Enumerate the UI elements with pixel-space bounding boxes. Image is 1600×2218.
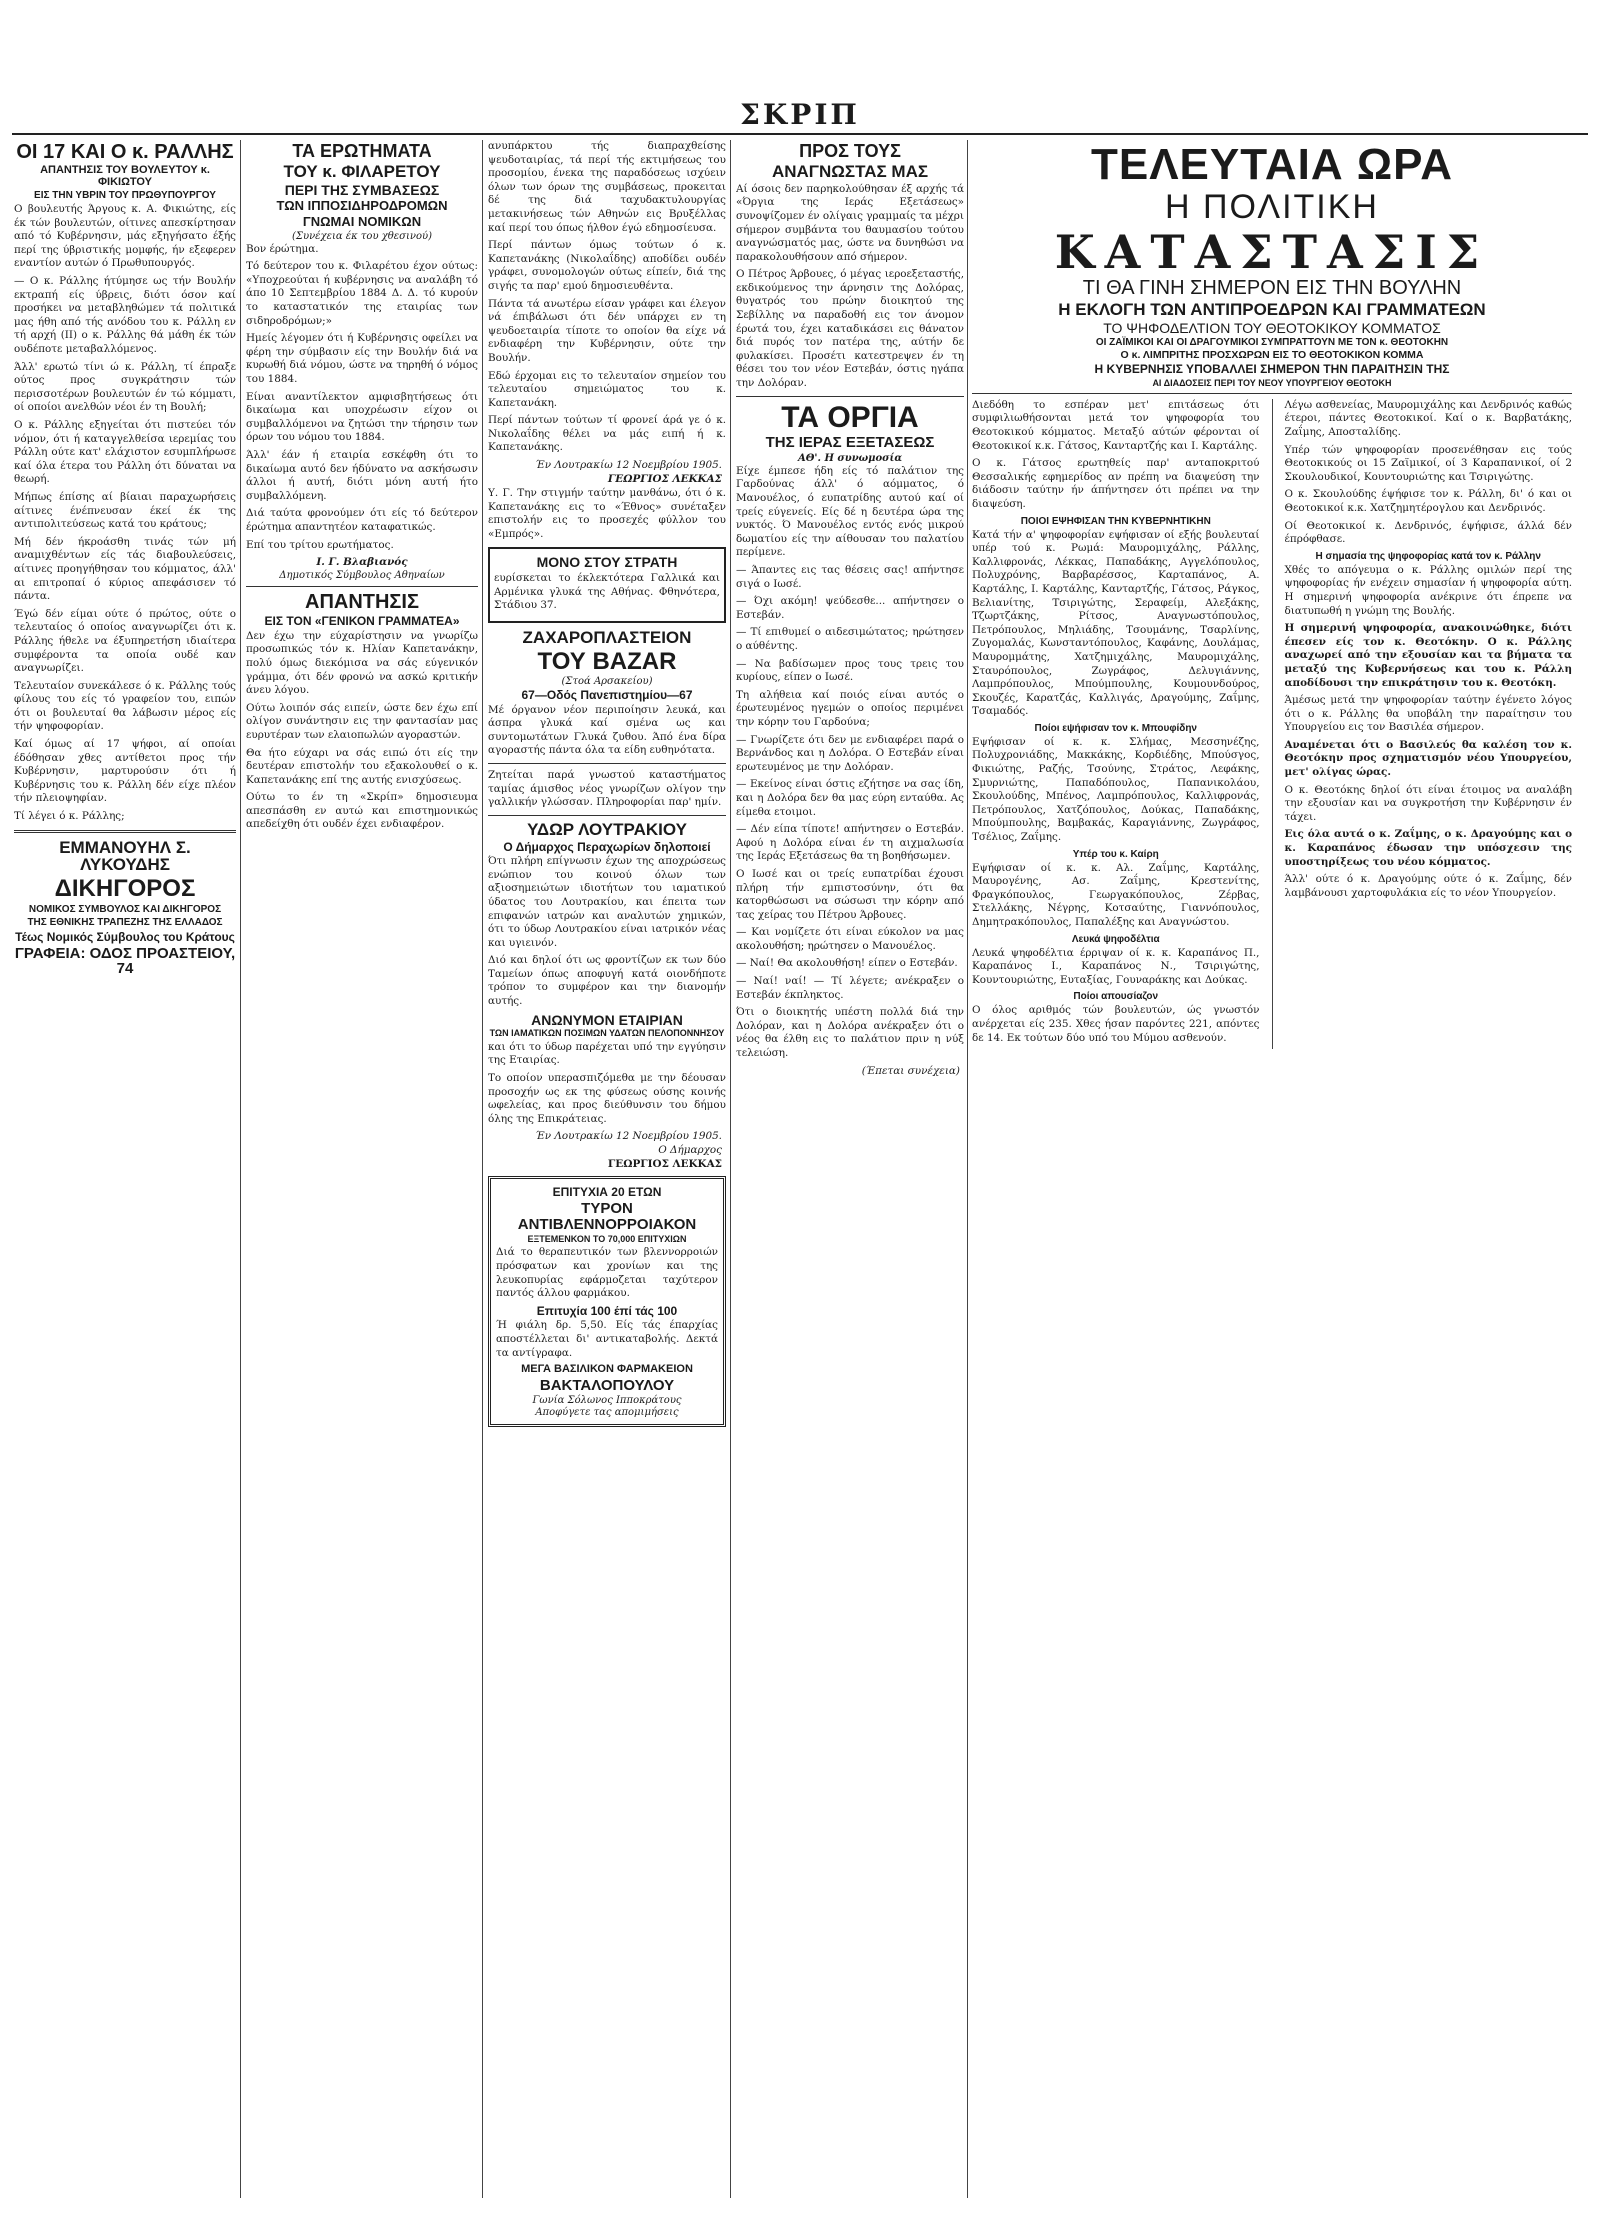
paragraph: Ο βουλευτής Άργους κ. Α. Φικιώτης, είς έκ τών βουλευτών, οίτινες απεσκίρτησαν από τό Κυβέρνησιν, μάς εξηγήσατο έξής περί της ύβριστικής μομφής, ήν εξεφερεν εναντίον αυτών ό Πρωθυπουργός. [14, 203, 236, 270]
section-heading: Η σημασία της ψηφοφορίας κατά τον κ. Ράλλην [1315, 550, 1541, 562]
paragraph: Ο Ιωσέ και οι τρείς ευπατρίδαι έχουσι πλήρη τήν εμπιστοσύνην, ότι θα κατορθώσωσι να σώσωσι την κόρην από τας χείρας του Πέτρου Άρβουες. [736, 867, 964, 921]
paragraph: Τί λέγει ό κ. Ράλλης; [14, 810, 125, 823]
paragraph: — Τί επιθυμεί ο αιδεσιμώτατος; ηρώτησεν ο αύθέντης. [736, 626, 964, 653]
paragraph: Διεδόθη το εσπέραν μετ' επιτάσεως ότι συμφιλιωθήσονται μετά τον ψηφοφορία του Θεοτοκικού κόμματος. Μεταξύ αύτών φέρονται οί Θεοτοκικοί κ.κ. Γάτσος, Κανταρτζής και Ι. Καρτάλης. [972, 398, 1260, 452]
headline-deck: ΤΙ ΘΑ ΓΙΝΗ ΣΗΜΕΡΟΝ ΕΙΣ ΤΗΝ ΒΟΥΛΗΝ [1082, 277, 1462, 300]
ad-line: ΤΗΣ ΕΘΝΙΚΗΣ ΤΡΑΠΕΖΗΣ ΤΗΣ ΕΛΛΑΔΟΣ [27, 916, 223, 928]
paragraph: Αί όσοις δεν παρηκολούθησαν έξ αρχής τά «Όργια της Ιεράς Εξετάσεως» συνοψίζομεν έν ολίγαις γραμμαίς τα μέχρι σήμερον συμβάντα του θαυμασίου τούτου αναγνώσματός μας, ώστε να δυνηθώσι να παρακολουθήσουν από σήμερον. [736, 182, 964, 263]
headline-deck: ΤΟ ΨΗΦΟΔΕΛΤΙΟΝ ΤΟΥ ΘΕΟΤΟΚΙΚΟΥ ΚΟΜΜΑΤΟΣ [1103, 320, 1441, 337]
ad-title: ΔΙΚΗΓΟΡΟΣ [54, 875, 196, 903]
ad-name: ΕΜΜΑΝΟΥΗΛ Σ. ΛΥΚΟΥΔΗΣ [59, 837, 191, 875]
column-4 [736, 140, 964, 1079]
ad-text: Μέ όργανον νέον περιποίησιν λευκά, και άσπρα γλυκά καί σμένα ως και συντομωτάτων Γλυκά ζυθου. Άπό ένα δίρα αγοραστής πάντα όλα τα είδη ευθηνότατα. [488, 703, 726, 757]
paragraph: Εψήφισαν οί κ. κ. Σλήμας, Μεσσηνέζης, Πολυχρονιάδης, Μακκάκης, Κορδιέδης, Μπούσγος, Φικιώτης, Ραζής, Τσούνης, Στράτος, Λεφάκης, Σμυρνιώτης, Παπαδόπουλος, Παπανικολάου, Σκουλούδης, Μπένος, Λαμπρόπουλος, Καλλιφρονάς, Πετρόπουλος, Χατζόπουλος, Δούκας, Παπαδάκης, Μπούμπουλης, Βαμβακάς, Καραγιάννης, Ζωγράφος, Τσέλιος, Ζαΐμης. [972, 735, 1260, 844]
paragraph: — Άπαντες εις τας θέσεις σας! απήντησε σιγά ο Ιωσέ. [736, 564, 964, 590]
paragraph: Δεν έχω την εύχαρίστησιν να γνωρίζω προσωπικώς τόν κ. Ηλίαν Καπετανάκην, πολύ όμως διεκόμισα να σάς εύγενικόν γράμμα, ότι δέν φρονώ να ασκώ κριτικήν άνευ λόγου. [246, 629, 478, 697]
paragraph: Άλλ' έάν ή εταιρία εσκέφθη ότι το δικαίωμα αυτό δεν ήδύνατο να ασκήσωσιν άλλοι ή αυτή, διότι μόνη αυτή ήτο συμβαλλόμενη. [246, 449, 478, 502]
ad-text: Ή φιάλη δρ. 5,50. Είς τάς έπαρχίας αποστέλλεται δι' αντικαταβολής. Δεκτά τα αντίγραφα. [496, 1319, 718, 1359]
headline-deck: Η ΕΚΛΟΓΗ ΤΩΝ ΑΝΤΙΠΡΟΕΔΡΩΝ ΚΑΙ ΓΡΑΜΜΑΤΕΩΝ [1058, 300, 1486, 320]
column-3 [488, 140, 726, 1433]
ad-address: 67—Οδός Πανεπιστημίου—67 [521, 687, 693, 702]
ad-address: ΓΡΑΦΕΙΑ: ΟΔΟΣ ΠΡΟΑΣΤΕΙΟΥ, 74 [14, 944, 236, 978]
headline-deck: ΟΙ ΖΑΪΜΙΚΟΙ ΚΑΙ ΟΙ ΔΡΑΓΟΥΜΙΚΟΙ ΣΥΜΠΡΑΤΤΟΥΝ ΜΕ ΤΟΝ κ. ΘΕΟΤΟΚΗΝ [1095, 336, 1449, 348]
paragraph: — Και νομίζετε ότι είναι εύκολον να μας ακολουθήση; ηρώτησεν ο Μανουέλος. [736, 926, 964, 952]
serial-headline: ΤΑ ΟΡΓΙΑ [781, 400, 919, 434]
lawyer-advertisement [14, 839, 236, 977]
masthead-rule [12, 133, 1588, 135]
paragraph: — Δέν είπα τίποτε! απήντησεν ο Εστεβάν. Αφού η Δολόρα είναι έν τη αιχμαλωσία της Ιεράς Εξετάσεως θα τη βοηθήσωμεν. [736, 823, 964, 863]
headline-deck: Η ΚΥΒΕΡΝΗΣΙΣ ΥΠΟΒΑΛΛΕΙ ΣΗΜΕΡΟΝ ΤΗΝ ΠΑΡΑΙΤΗΣΙΝ ΤΗΣ [1094, 362, 1450, 377]
article-headline: ΠΡΟΣ ΤΟΥΣ [799, 141, 901, 161]
paragraph: Μήπως έπίσης αί βίαιαι παραχωρήσεις αίτινες ένέπνευσαν έκεί έκ της αντιπολιτεύσεως κατά του κράτους; [14, 490, 236, 531]
subcolumn-right [1285, 399, 1573, 1049]
article-headline: ΤΟΥ κ. ΦΙΛΑΡΕΤΟΥ [283, 161, 441, 181]
signature: ΓΕΩΡΓΙΟΣ ΛΕΚΚΑΣ [607, 473, 722, 486]
paragraph: Τη αλήθεια καί ποιός είναι αυτός ο έρωτευμένος ηγεμών ο οποίος περιμένει την κόρην του Γαρδούνα; [736, 688, 964, 728]
section-divider [246, 586, 478, 587]
paragraph: — Ναί! Θα ακολουθήση! είπεν ο Εστεβάν. [736, 957, 958, 970]
section-heading: Ποίοι εψήφισαν τον κ. Μπουφίδην [1034, 722, 1197, 734]
ad-text: Διά το θεραπευτικόν των βλεννορροιών πρόσφατων και χρονίων και της λευκοπυρίας εφάρμοζεται ταχύτερον παντός άλλου φαρμάκου. [496, 1246, 718, 1300]
ad-line: Τέως Νομικός Σύμβουλος του Κράτους [15, 929, 235, 944]
section-divider [488, 763, 726, 764]
article-subheadline: ΑΠΑΝΤΗΣΙΣ ΤΟΥ ΒΟΥΛΕΥΤΟΥ κ. ΦΙΚΙΩΤΟΥ [40, 164, 210, 188]
dateline: Έν Λουτρακίω 12 Νοεμβρίου 1905. [535, 459, 722, 472]
subcolumn-left [972, 399, 1260, 1049]
paragraph: — Εκείνος είναι όστις εζήτησε να σας ίδη, και η Δολόρα δεν θα μας εύρη ενταύθα. Ας είμεθα ετοιμοι. [736, 778, 964, 818]
dateline: Έν Λουτρακίω 12 Νοεμβρίου 1905. [535, 1130, 722, 1143]
section-heading: Λευκά ψηφοδέλτια [1071, 933, 1160, 945]
paragraph: Θα ήτο εύχαρι να σάς ειπώ ότι είς την δευτέραν επιστολήν του εξακολουθεί ο κ. Καπετανάκης επί της αυτής ενισχύσεως. [246, 746, 478, 786]
column-1 [14, 140, 236, 979]
article-subheadline: Ο Δήμαρχος Περαχωρίων δηλοποιεί [503, 839, 711, 854]
ad-headline: ΜΕΓΑ ΒΑΣΙΛΙΚΟΝ ΦΑΡΜΑΚΕΙΟΝ [521, 1363, 693, 1376]
ad-headline: ΒΑΚΤΑΛΟΠΟΥΛΟΥ [539, 1376, 675, 1394]
paragraph: Περί πάντων τούτων τί φρονεί άρά γε ό κ. Νικολαΐδης θέλει να μάς ειπή ή κ. Καπετανάκης. [488, 414, 726, 454]
signature-title: Ο Δήμαρχος [658, 1144, 722, 1157]
paragraph: Ο κ. Γάτσος ερωτηθείς παρ' ανταποκριτού Θεσσαλικής εφημερίδος αν πρέπη να διαψεύση την διάδοσιν ταύτην ήν άπήντησεν ότι πρέπει να την διαψεύση. [972, 457, 1260, 510]
paragraph: Ο όλος αριθμός τών βουλευτών, ώς γνωστόν ανέρχεται είς 235. Χθες ήσαν παρόντες 221, απόντες δε 14. Εκ τούτων δύο υπό του Μύμου ασθενούν. [972, 1004, 1260, 1044]
ad-line: ΝΟΜΙΚΟΣ ΣΥΜΒΟΥΛΟΣ ΚΑΙ ΔΙΚΗΓΟΡΟΣ [28, 903, 222, 915]
article-headline: ΥΔΩΡ ΛΟΥΤΡΑΚΙΟΥ [527, 819, 687, 839]
paragraph: Ο Πέτρος Άρβουες, ό μέγας ιεροεξεταστής, εκδικούμενος την άρνησιν της Δολόρας, θυγατρός του πρώην διοικητού της Σεβίλλης να παραδοθή εις τον άνομον έρωτά του, έχει καταδικάσει εις θάνατον διά πυρός τον πατέρα της, αύτήν δε φυλακίσει. Προσέτι κατεστρεψεν έν τη θέσει του τον νέον Εστεβάν, όστις ηγάπα την Δολόραν. [736, 268, 964, 390]
ad-subtitle: ΕΞΤΕΜΕΝΚΟΝ ΤΟ 70,000 ΕΠΙΤΥΧΙΩΝ [527, 1234, 687, 1245]
article-subheadline: ΠΕΡΙ ΤΗΣ ΣΥΜΒΑΣΕΩΣ [284, 181, 440, 198]
paragraph: Ούτω λοιπόν σάς ειπείν, ώστε δεν έχω επί ολίγον συνάντησιν εις την φαντασίαν μας ευρυτέραν των ελαιοπωλών αγοραστών. [246, 701, 478, 741]
main-headline: ΤΕΛΕΥΤΑΙΑ ΩΡΑ [1090, 140, 1453, 189]
chapter-title: ΑΘ'. Η συνωμοσία [797, 452, 903, 464]
article-subheadline: ΑΝΩΝΥΜΟΝ ΕΤΑΙΡΙΑΝ [531, 1011, 683, 1028]
paragraph: Είχε έμπεσε ήδη είς τό παλάτιον της Γαρδούνας άλλ' ό αόμματος, ό Μανουέλος, ό ευπατρίδης αυτού καί οί τρείς εύγενείς. Είς δέ η δευτέρα ώρα της νυκτός. Ό Μανουέλος εντός ενός μικρού δωματίου είς την αίθουσαν του παλατίου περίμενε. [736, 464, 964, 559]
ad-subtitle: (Στοά Αρσακείου) [561, 675, 653, 687]
main-subheadline: Η ΠΟΛΙΤΙΚΗ [1165, 188, 1379, 227]
paragraph: — Ναί! ναί! — Τί λέγετε; ανέκραξεν ο Εστεβάν έκπληκτος. [736, 975, 964, 1001]
paragraph: Λέγω ασθενείας, Μαυρομιχάλης και Δενδρινός καθώς έτεροι, πάντες Θεοτοκικοί. Καί ο κ. Βαρβατάκης, Ζαΐμης, Αποσταλίδης. [1284, 398, 1572, 438]
paragraph: Περί πάντων όμως τούτων ό κ. Καπετανάκης (Νικολαΐδης) αποδίδει ουδέν γράφει, συνομολογών ούτως είπείν, διά της σιγής τα παρ' εμού δημοσιευθέντα. [488, 239, 726, 292]
pharmacy-advertisement [488, 1176, 726, 1427]
paragraph: Λευκά ψηφοδέλτια έρριψαν οί κ. κ. Καραπάνος Π., Καραπάνος Ι., Καραπάνος Ν., Τσιριγώτης, Κουντουριώτης, Ευταξίας, Γουναράκης και Δούκας. [972, 946, 1260, 986]
paragraph: Οί Θεοτοκικοί κ. Δενδρινός, έψήφισε, άλλά δέν έπρόφθασε. [1284, 519, 1572, 546]
ad-address: Γωνία Σόλωνος Ιπποκράτους [532, 1395, 682, 1407]
classified-ad: Ζητείται παρά γνωστού καταστήματος ταμίας άμισθος νέος γνωρίζων ολίγον την γαλλικήν γλώσσαν. Πληροφορίαι παρ' ημίν. [488, 768, 726, 809]
section-heading: Ποίοι απουσίαζον [1073, 991, 1159, 1003]
column-divider [240, 140, 241, 2198]
section-divider [14, 830, 236, 833]
paragraph: Κατά τήν α' ψηφοφορίαν εψήφισαν οί εξής βουλευταί υπέρ τού κ. Ρωμά: Μαυρομιχάλης, Ράλλης, Καλλιφρονάς, Λέκκας, Παπαδάκης, Αγγελόπουλος, Πολυχρόνης, Βαρβαρέσσος, Καρταπάνος, Α. Καρτάλης, Ι. Καρτάλης, Κανταρτζής, Γάτσος, Ράγκος, Βελιανίτης, Τσιριγώτης, Σεραφείμ, Αλεξάκης, Τζωρτζάκης, Ρίτσος, Αναγνωστόπουλος, Πετρόπουλος, Μηλιάδης, Τσουμάνης, Τσαρλίνης, Ζυγομαλάς, Κωνσταντόπουλος, Καφάνης, Δουλάμας, Μαυρομμάτης, Χατζημιχάλης, Μαυρομιχάλης, Σταυρόπουλος, Ζωγράφος, Δελυγιάννης, Λαμπρόπουλος, Μπούμπουλης, Κουμουνδούρος, Σκουζές, Καρατζάς, Καλλιγάς, Δραγούμης, Ζαΐμης, Τσαμαδός. [972, 528, 1260, 718]
paragraph: Ο κ. Ράλλης εξηγείται ότι πιστεύει τόν νόμον, ότι ή καταγγελθείσα ιερεμίας του Ράλλη ούτε κατ' ελάχιστον εσυμπλήρωσε καί όλα έτερα του Ράλλη ότι δύναται να θεωρή. [14, 419, 236, 486]
paragraph: Επί του τρίτου ερωτήματος. [246, 538, 394, 551]
two-column-body [972, 399, 1572, 1049]
paragraph: Τελευταίον συνεκάλεσε ό κ. Ράλλης τούς φίλους του είς τό γραφείον του, ειπών ότι οι βουλευταί θα λάβωσιν μέρος είς τήν ψηφοφορίαν. [14, 679, 236, 733]
paragraph: Άλλ' ούτε ό κ. Δραγούμης ούτε ό κ. Ζαΐμης, δέν λαμβάνουσι χαρτοφυλάκια είς το νέον Υπουργείον. [1284, 873, 1572, 899]
paragraph: Εδώ έρχομαι εις το τελευταίον σημείον του τελευταίου σημειώματος του κ. Καπετανάκη. [488, 369, 726, 409]
headline-deck: Ο κ. ΛΙΜΠΡΙΤΗΣ ΠΡΟΣΧΩΡΩΝ ΕΙΣ ΤΟ ΘΕΟΤΟΚΙΚΟΝ ΚΟΜΜΑ [1120, 349, 1424, 362]
serial-subheadline: ΤΗΣ ΙΕΡΑΣ ΕΞΕΤΑΣΕΩΣ [765, 434, 935, 452]
paragraph: Βον έρώτημα. [246, 242, 319, 255]
paragraph: Ούτω το έν τη «Σκρίπ» δημοσιευμα απεσπάσθη εν αυτώ και επιστημονικώς απεδείχθη ότι ουδέν έχει ενδιαφέρον. [246, 791, 478, 831]
paragraph: Ο κ. Θεοτόκης δηλοί ότι είναι έτοιμος να αναλάβη την εξουσίαν και να συγκροτήση την Κυβέρνησιν έν τάχει. [1284, 783, 1572, 823]
article-subheadline: ΤΩΝ ΙΑΜΑΤΙΚΩΝ ΠΟΣΙΜΩΝ ΥΔΑΤΩΝ ΠΕΛΟΠΟΝΝΗΣΟΥ [489, 1028, 725, 1039]
article-headline: ΤΑ ΕΡΩΤΗΜΑΤΑ [292, 141, 432, 161]
article-headline: ΑΠΑΝΤΗΣΙΣ [305, 591, 419, 614]
paragraph: Η σημερινή ψηφοφορία, ανακοινώθηκε, διότι έπεσεν είς τον κ. Θεοτόκην. Ο κ. Ράλλης αναχωρεί από την εξουσίαν και τα βήματα τα μεταξύ της Κυβερνήσεως και του κ. Ράλλη αποδίδουσι την επικράτησιν του κ. Θεοτόκη. [1284, 622, 1572, 689]
column-5 [972, 140, 1572, 1049]
ad-headline: ΖΑΧΑΡΟΠΛΑΣΤΕΙΟΝ [522, 627, 692, 647]
paragraph: Υ. Γ. Την στιγμήν ταύτην μανθάνω, ότι ό κ. Καπετανάκης εις το «Έθνος» συνέταξεν επιστολήν εις το προσεχές φύλλον του «Εμπρός». [488, 487, 726, 540]
ad-text: ευρίσκεται το έκλεκτότερα Γαλλικά και Αρμένικα γλυκά της Αθήνας. Φθηνότερα, Στάδιου 37. [494, 572, 720, 612]
article-headline: ΟΙ 17 ΚΑΙ Ο κ. ΡΑΛΛΗΣ [16, 141, 234, 163]
paragraph: Υπέρ τών ψηφοφορίαν προσενέθησαν εις τούς Θεοτοκικούς οι 15 Ζαϊμικοί, οί 3 Καραπανικοί, οί 2 Σκουλουδικοί, Κουντουριώτης και Τσιριγώτης. [1284, 443, 1572, 483]
ad-headline: ΜΟΝΟ ΣΤΟΥ ΣΤΡΑΤΗ [536, 554, 678, 571]
main-subheadline: ΚΑΤΑΣΤΑΣΙΣ [1054, 224, 1490, 279]
paragraph: και ότι το ύδωρ παρέχεται υπό την εγγύησιν της Εταιρίας. [488, 1040, 726, 1067]
paragraph: — Γνωρίζετε ότι δεν με ενδιαφέρει παρά ο Βερνάνδος και η Δολόρα. Ο Εστεβάν είναι ερωτευμένος με την Δολόραν. [736, 733, 964, 773]
section-divider [972, 393, 1572, 394]
paragraph: Ημείς λέγομεν ότι ή Κυβέρνησις οφείλει να φέρη την σύμβασιν είς την Βουλήν διά να κυρωθή διά νόμου, ώστε να τηρηθή ό νόμος του 1884. [246, 332, 478, 386]
column-divider [730, 140, 731, 2198]
column-2 [246, 140, 478, 836]
ad-headline: ΕΠΙΤΥΧΙΑ 20 ΕΤΩΝ [552, 1185, 662, 1200]
ad-highlight: Επιτυχία 100 έπί τάς 100 [536, 1303, 678, 1318]
paragraph: Ότι πλήρη επίγνωσιν έχων της αποχρώσεως ενώπιον του κοινού όλων των αξιοσημειώτων ιδιοτήτων του ιαματικού ύδατος του Λουτρακίου, και έπειτα των επιφανών ιατρών και αναλυτών χημικών, ότι το ύδωρ Λουτρακίου είναι ιατρικόν νέας και υγιεινόν. [488, 855, 726, 949]
signature: Ι. Γ. Βλαβιανός [316, 556, 408, 569]
advertisement-box [488, 547, 726, 622]
paragraph: Αναμένεται ότι ο Βασιλεύς θα καλέση τον κ. Θεοτόκην προς σχηματισμόν νέου Υπουργείου, μετ' ολίγας ώρας. [1284, 738, 1572, 779]
ad-headline: ΤΥΡΟΝ ΑΝΤΙΒΛΕΝΝΟΡΡΟΙΑΚΟΝ [517, 1199, 697, 1233]
paragraph: Άμέσως μετά την ψηφοφορίαν ταύτην έγένετο λόγος ότι ο κ. Ράλλης θα υποβάλη την παραίτησιν του Υπουργείου εις τον Βασιλέα σήμερον. [1284, 694, 1572, 734]
article-subheadline: ΕΙΣ ΤΟΝ «ΓΕΝΙΚΟΝ ΓΡΑΜΜΑΤΕΑ» [264, 614, 460, 629]
paragraph: Έγώ δέν είμαι ούτε ό πρώτος, ούτε ο τελευταίος ό οποίος αναγνωρίζει ότι κ. Ράλλης ήθελε να έξυπηρετήση ιδιαίτερα συμφέροντα τα οποία ουδέ καν αναγνωρίζει. [14, 607, 236, 675]
paragraph: Χθές το απόγευμα ο κ. Ράλλης ομιλών περί της ψηφοφορίας ήν ενέχειν σημασίαν ή ψηφοφορία αύτη. Η σημερινή ψηφοφορία ανέκρινε ότι έπρεπε να διατυπωθή η γνώμη της Βουλής. [1284, 563, 1572, 617]
column-divider [482, 140, 483, 2198]
paragraph: Τό δεύτερον του κ. Φιλαρέτου έχον ούτως: «Υποχρεούται ή κυβέρνησις να αναλάβη τό άπο 10 Σεπτεμβρίου 1884 Δ. Δ. τό κυρούν το καταστατικόν της εταιρίας των σιδηροδρόμων;» [246, 260, 478, 327]
subcolumn-divider [1272, 399, 1273, 1049]
paragraph: — Να βαδίσωμεν προς τους τρεις του κυρίους, είπεν ο Ιωσέ. [736, 657, 964, 684]
paragraph: Πάντα τά ανωτέρω είσαν γράφει και έλεγον νά έπιβάλωσι ότι δέν υπάρχει εν τη ψευδοεταιρία τίποτε το οποίον θα είχε νά ενδιαφέρη την Κυβέρνησιν, ούτε την Βουλήν. [488, 297, 726, 364]
column-divider [967, 140, 968, 2198]
continued-note: (Έπεται συνέχεια) [861, 1064, 960, 1077]
paragraph: Εψήφισαν οί κ. κ. Αλ. Ζαΐμης, Καρτάλης, Μαυρογένης, Ασ. Ζαΐμης, Κρεστενίτης, Φραγκόπουλος, Γεωργακόπουλος, Ζέρβας, Στελλάκης, Νέγρης, Κοτσαύτης, Γιαννόπουλος, Δημητρακόπουλος, Παπαλέξης και Αναγνώστου. [972, 861, 1260, 928]
section-divider [488, 815, 726, 816]
article-subheadline: ΓΝΩΜΑΙ ΝΟΜΙΚΩΝ [302, 214, 422, 230]
signature-title: Δημοτικός Σύμβουλος Αθηναίων [279, 570, 445, 582]
paragraph: — Όχι ακόμη! ψεύδεσθε... απήντησεν ο Εστεβάν. [736, 595, 964, 621]
section-heading: Υπέρ του κ. Καίρη [1072, 848, 1159, 860]
paragraph: Μή δέν ήκροάσθη τινάς τών μή αναμιχθέντων είς τάς διαβουλεύσεις, αίτινες προηγήθησαν του κόμματος, άλλ' αι επιτροπαί ό κύριος απεφάσισεν τό πάντα. [14, 535, 236, 603]
paragraph: Ότι ο διοικητής υπέστη πολλά διά την Δολόραν, και η Δολόρα ανέκραξεν ότι ο νέος θα έλθη εις το παλάτιον πριν η νύξ τελειώση. [736, 1006, 964, 1060]
signature: ΓΕΩΡΓΙΟΣ ΛΕΚΚΑΣ [607, 1158, 722, 1171]
continuation-note: (Συνέχεια έκ του χθεσινού) [292, 230, 432, 242]
section-heading: ΠΟΙΟΙ ΕΨΗΦΙΣΑΝ ΤΗΝ ΚΥΒΕΡΝΗΤΙΚΗΝ [1020, 515, 1211, 527]
paragraph: Ο κ. Σκουλούδης έψήφισε τον κ. Ράλλη, δι' ό και οι Θεοτοκικοί κ.κ. Χατζημητέρογλου και Δενδρινός. [1284, 488, 1572, 514]
article-subheadline: ΤΩΝ ΙΠΠΟΣΙΔΗΡΟΔΡΟΜΩΝ [276, 198, 448, 214]
masthead: ΣΚΡΙΠ [740, 98, 860, 131]
article-headline: ΑΝΑΓΝΩΣΤΑΣ ΜΑΣ [771, 161, 929, 181]
paragraph: Είναι αναντίλεκτον αμφισβητήσεως ότι δικαίωμα και υποχρέωσιν είχον οι συμβαλλόμενοι να ζητώσι την τήρησιν των όρων του νόμου του 1884. [246, 390, 478, 444]
paragraph: Διό και δηλοί ότι ως φροντίζων εκ των δύο Ταμείων όπως αποφυγή κατά οιονδήποτε τρόπον το συμφέρον και την διανομήν αυτής. [488, 954, 726, 1008]
paragraph: ανυπάρκτου τής διαπραχθείσης ψευδοταιρίας, τά περί τής εκτιμήσεως του προσομίου, ένεκα της παραδόσεως ισχύειν όλων των όρων της συμβάσεως, προκειται δέ της διά ταχυδακτυλουργίας μετακινήσεως τών Αθηνών εις Βρυξέλλας καί περί του όπως ήλθον έγώ εδημοσίευσα. [488, 140, 726, 234]
ad-note: Αποφύγετε τας απομιμήσεις [535, 1407, 679, 1419]
paragraph: Άλλ' ερωτώ τίνι ώ κ. Ράλλη, τί έπραξε ούτος προς συγκράτησιν τών περισσοτέρων βουλευτών έν τώ κόμματι, οί οποίοι ανελθών νέοι έν τη Βουλή; [14, 360, 236, 414]
paragraph: — Ο κ. Ράλλης ήτύμησε ως τήν Βουλήν εκτραπή είς ύβρεις, διότι όσον καί προσήκει να μεταβληθώμεν τά πολιτικά μας ήθη από τής ανόδου του κ. Ράλλη εν τή αρχή (ΙΙ) ο κ. Ράλλης θά μάθη έκ τών ουδέποτε μεταβαλλόμενος. [14, 275, 236, 356]
ad-headline: ΤΟΥ BAZAR [537, 647, 677, 675]
section-divider [736, 396, 964, 397]
paragraph: Διά ταύτα φρονούμεν ότι είς τό δεύτερον έρώτημα απαντητέον καταφατικώς. [246, 507, 478, 533]
headline-deck: ΑΙ ΔΙΑΔΟΣΕΙΣ ΠΕΡΙ ΤΟΥ ΝΕΟΥ ΥΠΟΥΡΓΕΙΟΥ ΘΕΟΤΟΚΗ [1152, 377, 1392, 388]
paragraph: Το οποίον υπερασπιζόμεθα με την δέουσαν προσοχήν ως εκ της φύσεως ούσης κοινής ωφελείας, και προς διεύθυνσιν του δήμου όλης της Επικράτειας. [488, 1071, 726, 1125]
paragraph: Εις όλα αυτά ο κ. Ζαΐμης, ο κ. Δραγούμης και ο κ. Καραπάνος έδωσαν την υπόσχεσιν της υποστηρίξεως του νέου κόμματος. [1284, 828, 1572, 868]
paragraph: Καί όμως αί 17 ψήφοι, αί οποίαι έδόθησαν χθες αντίθετοι προς τήν Κυβέρνησιν, μαρτυρούσιν ότι ή Κυβέρνησις του κ. Ράλλη δέν είχε πλέον τήν πλειοψηφίαν. [14, 738, 236, 805]
article-subheadline: ΕΙΣ ΤΗΝ ΥΒΡΙΝ ΤΟΥ ΠΡΩΘΥΠΟΥΡΓΟΥ [34, 190, 216, 202]
